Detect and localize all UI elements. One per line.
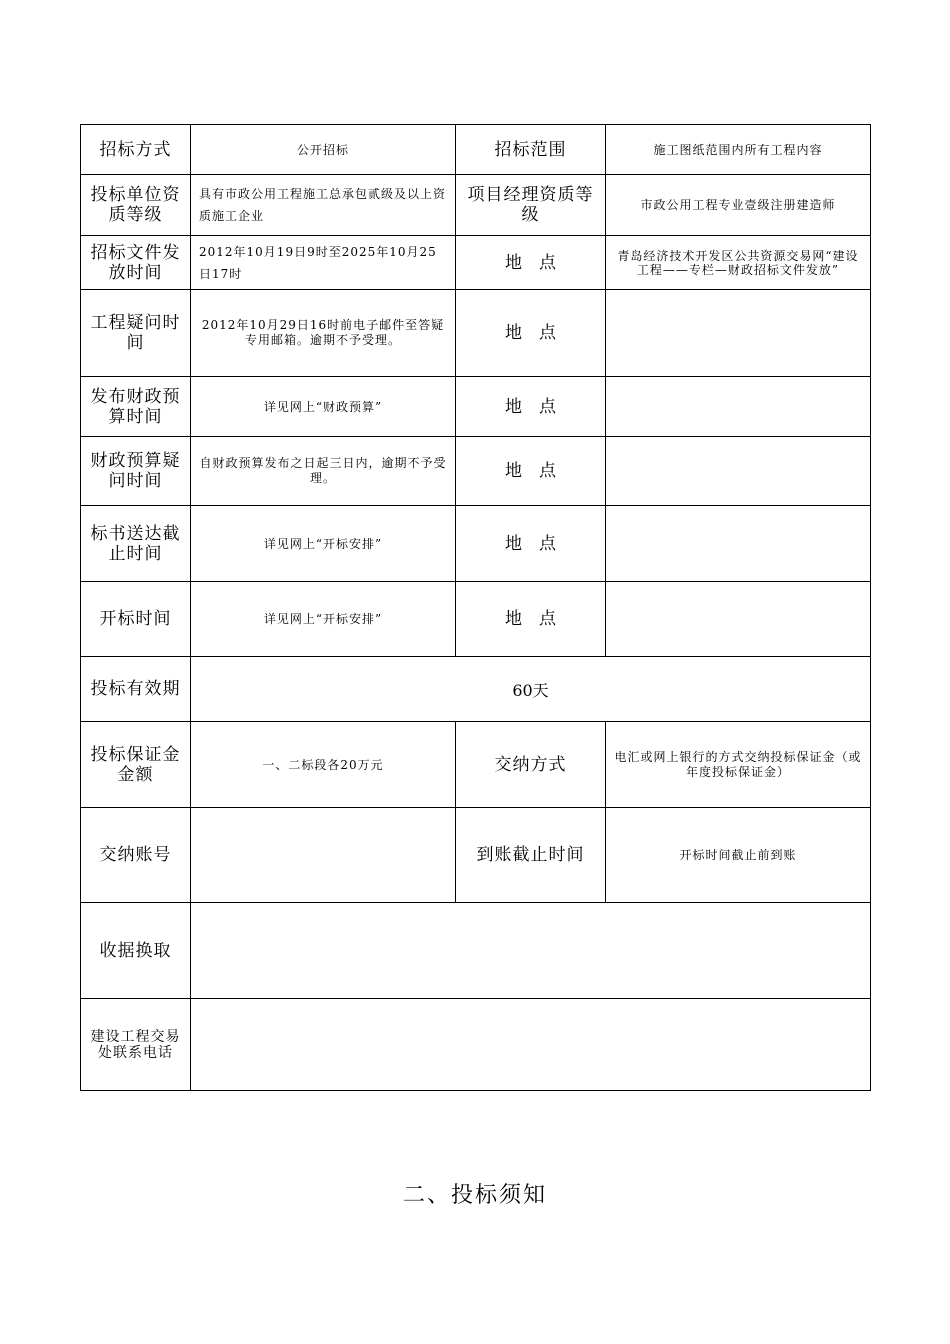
label-validity: 投标有效期	[81, 657, 191, 722]
value-submission-place	[606, 506, 871, 582]
table-row	[81, 999, 871, 1091]
value-doc-issue-time: 2012年10月19日9时至2025年10月25日17时	[191, 236, 456, 290]
table-row	[81, 657, 871, 722]
value-account	[191, 808, 456, 903]
label-budget-query-place: 地 点	[456, 437, 606, 506]
section-heading: 二、投标须知	[402, 1183, 547, 1208]
label-contact-phone: 建设工程交易处联系电话	[81, 999, 191, 1091]
table-row	[81, 377, 871, 437]
value-budget-publish-time: 详见网上“财政预算”	[191, 377, 456, 437]
label-bond-amount: 投标保证金金额	[81, 722, 191, 808]
value-opening-time: 详见网上“开标安排”	[191, 582, 456, 657]
label-budget-publish-time: 发布财政预算时间	[81, 377, 191, 437]
label-budget-publish-place: 地 点	[456, 377, 606, 437]
value-qualification: 具有市政公用工程施工总承包贰级及以上资质施工企业	[191, 175, 456, 236]
table-row	[81, 437, 871, 506]
label-bid-method: 招标方式	[81, 125, 191, 175]
table-row	[81, 290, 871, 377]
table-row	[81, 903, 871, 999]
label-query-place: 地 点	[456, 290, 606, 377]
value-doc-issue-place: 青岛经济技术开发区公共资源交易网“建设工程——专栏—财政招标文件发放”	[606, 236, 871, 290]
value-manager-qualification: 市政公用工程专业壹级注册建造师	[606, 175, 871, 236]
value-budget-query-place	[606, 437, 871, 506]
value-query-place	[606, 290, 871, 377]
label-manager-qualification: 项目经理资质等级	[456, 175, 606, 236]
label-qualification: 投标单位资质等级	[81, 175, 191, 236]
value-budget-query-time: 自财政预算发布之日起三日内，逾期不予受理。	[191, 437, 456, 506]
value-budget-publish-place	[606, 377, 871, 437]
label-opening-place: 地 点	[456, 582, 606, 657]
value-opening-place	[606, 582, 871, 657]
label-doc-issue-time: 招标文件发放时间	[81, 236, 191, 290]
table-row	[81, 236, 871, 290]
table-row	[81, 582, 871, 657]
value-receipt-exchange	[191, 903, 871, 999]
label-query-time: 工程疑问时间	[81, 290, 191, 377]
label-receipt-exchange: 收据换取	[81, 903, 191, 999]
label-payment-method: 交纳方式	[456, 722, 606, 808]
tender-info-table	[80, 124, 871, 1091]
table-row	[81, 125, 871, 175]
value-payment-method: 电汇或网上银行的方式交纳投标保证金（或年度投标保证金）	[606, 722, 871, 808]
value-bid-scope: 施工图纸范围内所有工程内容	[606, 125, 871, 175]
value-validity: 60天	[191, 657, 871, 722]
label-account: 交纳账号	[81, 808, 191, 903]
label-submission-deadline: 标书送达截止时间	[81, 506, 191, 582]
table-row	[81, 175, 871, 236]
value-bid-method: 公开招标	[191, 125, 456, 175]
value-arrival-deadline: 开标时间截止前到账	[606, 808, 871, 903]
label-doc-issue-place: 地 点	[456, 236, 606, 290]
label-arrival-deadline: 到账截止时间	[456, 808, 606, 903]
label-opening-time: 开标时间	[81, 582, 191, 657]
table-row	[81, 808, 871, 903]
label-submission-place: 地 点	[456, 506, 606, 582]
value-bond-amount: 一、二标段各20万元	[191, 722, 456, 808]
value-submission-deadline: 详见网上“开标安排”	[191, 506, 456, 582]
table-row	[81, 506, 871, 582]
label-bid-scope: 招标范围	[456, 125, 606, 175]
value-contact-phone	[191, 999, 871, 1091]
label-budget-query-time: 财政预算疑问时间	[81, 437, 191, 506]
table-row	[81, 722, 871, 808]
value-query-time: 2012年10月29日16时前电子邮件至答疑专用邮箱。逾期不予受理。	[191, 290, 456, 377]
